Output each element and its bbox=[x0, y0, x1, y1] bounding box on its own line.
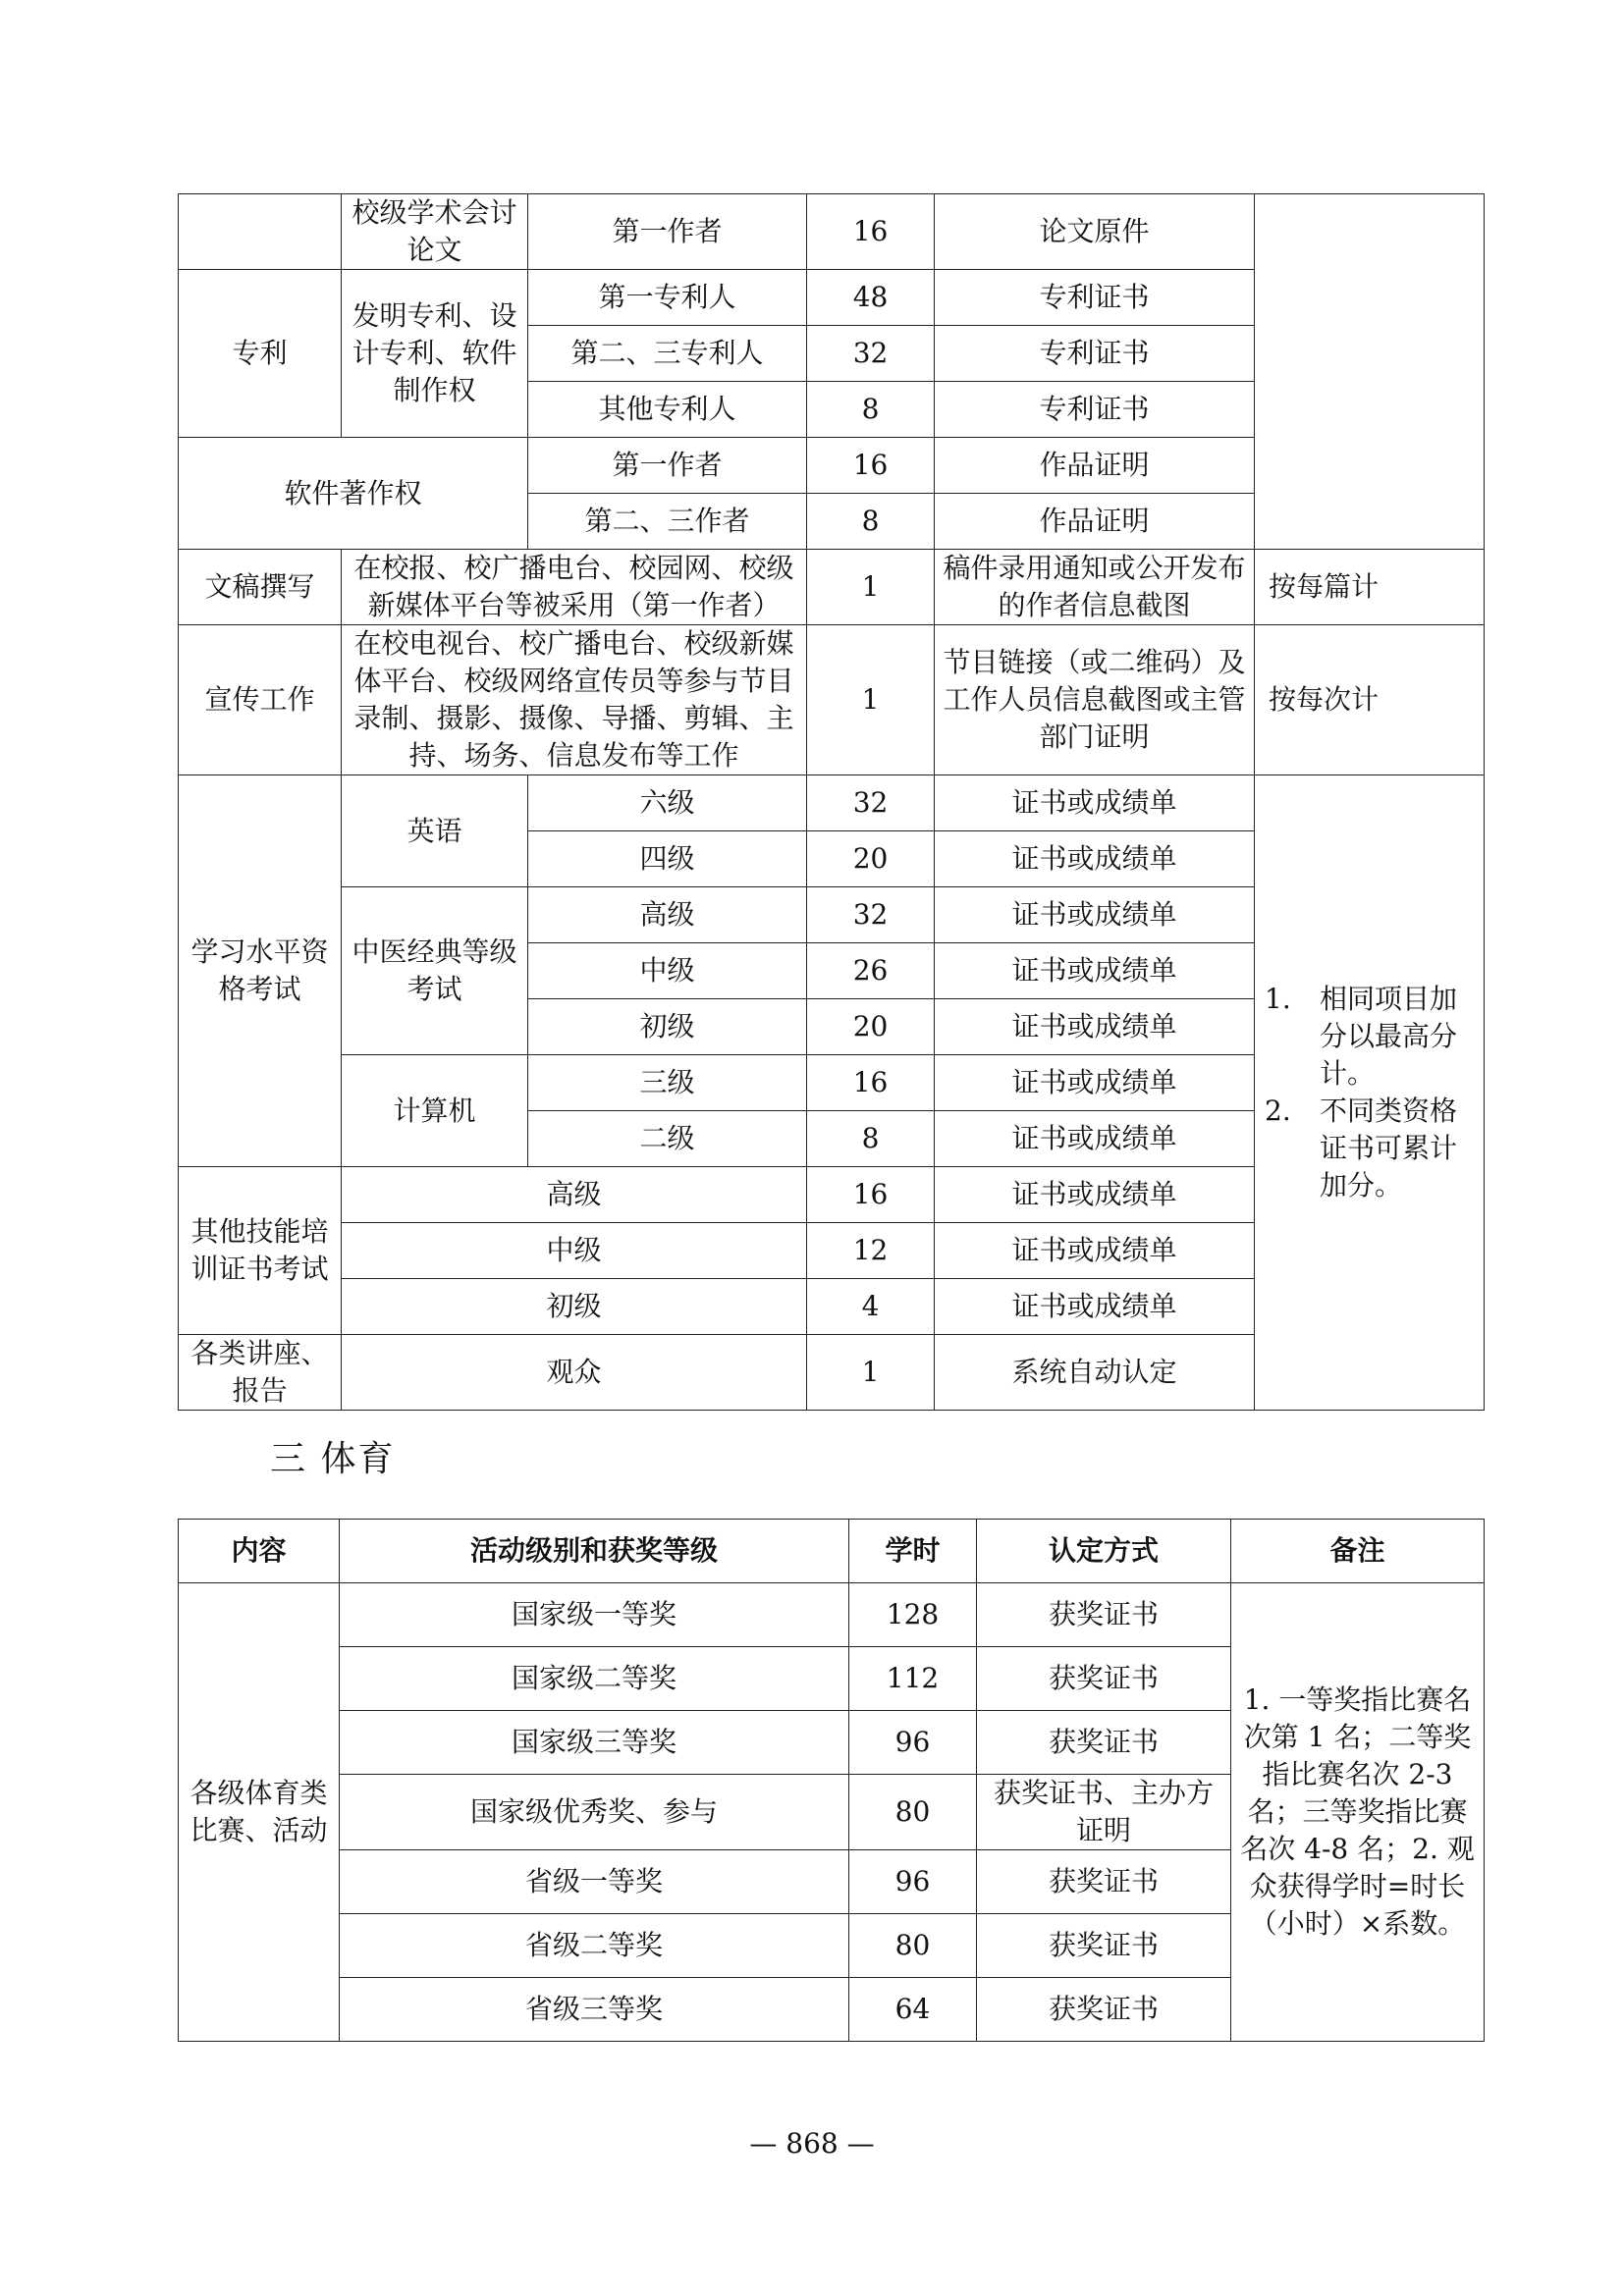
sports-credit-table bbox=[178, 1519, 1485, 2042]
cell-level: 中级 bbox=[342, 1223, 807, 1279]
cell-level: 二级 bbox=[528, 1111, 807, 1167]
cell-content: 在校电视台、校广播电台、校级新媒体平台、校级网络宣传员等参与节目录制、摄影、摄像、导播、剪辑、主持、场务、信息发布等工作 bbox=[342, 625, 807, 775]
cell-hours: 8 bbox=[807, 494, 935, 550]
cell-category: 文稿撰写 bbox=[179, 550, 342, 625]
cell-method: 作品证明 bbox=[935, 438, 1255, 494]
cell-method: 证书或成绩单 bbox=[935, 999, 1255, 1055]
cell-level: 国家级三等奖 bbox=[340, 1711, 849, 1775]
page-number: — 868 — bbox=[749, 2127, 875, 2160]
cell-method: 稿件录用通知或公开发布的作者信息截图 bbox=[935, 550, 1255, 625]
cell-method: 证书或成绩单 bbox=[935, 943, 1255, 999]
cell-level: 初级 bbox=[528, 999, 807, 1055]
section-title: 三 体育 bbox=[270, 1439, 396, 1479]
table-row bbox=[179, 194, 1485, 270]
cell-note: 1. 一等奖指比赛名次第 1 名；二等奖指比赛名次 2-3 名；三等奖指比赛名次 4-8 名；2. 观众获得学时=时长（小时）×系数。 bbox=[1231, 1583, 1485, 2042]
cell-hours: 26 bbox=[807, 943, 935, 999]
table-header-row bbox=[179, 1520, 1485, 1583]
cell-hours: 1 bbox=[807, 550, 935, 625]
cell-hours: 8 bbox=[807, 382, 935, 438]
note-item: 1. 相同项目加分以最高分计。 bbox=[1265, 983, 1458, 1090]
cell-method: 证书或成绩单 bbox=[935, 1279, 1255, 1335]
cell-hours: 80 bbox=[849, 1775, 977, 1850]
cell-subcategory: 英语 bbox=[342, 775, 528, 887]
cell-method: 获奖证书 bbox=[977, 1978, 1231, 2042]
cell-role: 第二、三专利人 bbox=[528, 326, 807, 382]
table-row bbox=[179, 625, 1485, 775]
table-row bbox=[179, 775, 1485, 831]
cell-note-empty bbox=[1255, 194, 1485, 550]
cell-role: 第二、三作者 bbox=[528, 494, 807, 550]
header-hours: 学时 bbox=[849, 1520, 977, 1583]
cell-category: 专利 bbox=[179, 270, 342, 438]
cell-hours: 16 bbox=[807, 194, 935, 270]
cell-content: 校级学术会讨论文 bbox=[342, 194, 528, 270]
note-item: 2. 不同类资格证书可累计加分。 bbox=[1265, 1095, 1458, 1201]
cell-hours: 20 bbox=[807, 831, 935, 887]
cell-role: 第一专利人 bbox=[528, 270, 807, 326]
cell-level: 省级二等奖 bbox=[340, 1914, 849, 1978]
cell-level: 高级 bbox=[528, 887, 807, 943]
cell-hours: 1 bbox=[807, 625, 935, 775]
cell-hours: 16 bbox=[807, 438, 935, 494]
cell-method: 专利证书 bbox=[935, 270, 1255, 326]
cell-level: 中级 bbox=[528, 943, 807, 999]
cell-role: 第一作者 bbox=[528, 438, 807, 494]
cell-level: 三级 bbox=[528, 1055, 807, 1111]
cell-hours: 16 bbox=[807, 1055, 935, 1111]
cell-method: 证书或成绩单 bbox=[935, 1055, 1255, 1111]
cell-role: 第一作者 bbox=[528, 194, 807, 270]
cell-method: 证书或成绩单 bbox=[935, 831, 1255, 887]
cell-method: 获奖证书 bbox=[977, 1850, 1231, 1914]
cell-level: 省级一等奖 bbox=[340, 1850, 849, 1914]
cell-method: 作品证明 bbox=[935, 494, 1255, 550]
table-row bbox=[179, 1583, 1485, 1647]
cell-method: 论文原件 bbox=[935, 194, 1255, 270]
header-method: 认定方式 bbox=[977, 1520, 1231, 1583]
academic-credit-table bbox=[178, 193, 1485, 1411]
cell-note: 按每次计 bbox=[1255, 625, 1485, 775]
cell-method: 获奖证书 bbox=[977, 1711, 1231, 1775]
header-level: 活动级别和获奖等级 bbox=[340, 1520, 849, 1583]
cell-hours: 32 bbox=[807, 326, 935, 382]
cell-hours: 112 bbox=[849, 1647, 977, 1711]
cell-method: 节目链接（或二维码）及工作人员信息截图或主管部门证明 bbox=[935, 625, 1255, 775]
cell-category: 其他技能培训证书考试 bbox=[179, 1167, 342, 1335]
cell-method: 获奖证书 bbox=[977, 1583, 1231, 1647]
header-content: 内容 bbox=[179, 1520, 340, 1583]
table-row bbox=[179, 550, 1485, 625]
cell-level: 初级 bbox=[342, 1279, 807, 1335]
cell-hours: 20 bbox=[807, 999, 935, 1055]
cell-method: 证书或成绩单 bbox=[935, 1223, 1255, 1279]
cell-level: 六级 bbox=[528, 775, 807, 831]
cell-method: 证书或成绩单 bbox=[935, 887, 1255, 943]
cell-note-list bbox=[1255, 775, 1485, 1411]
cell-hours: 96 bbox=[849, 1711, 977, 1775]
cell-subcategory: 计算机 bbox=[342, 1055, 528, 1167]
cell-method: 获奖证书 bbox=[977, 1647, 1231, 1711]
cell-hours: 1 bbox=[807, 1335, 935, 1411]
cell-category: 学习水平资格考试 bbox=[179, 775, 342, 1167]
cell-role: 观众 bbox=[342, 1335, 807, 1411]
cell-hours: 32 bbox=[807, 775, 935, 831]
cell-method: 专利证书 bbox=[935, 382, 1255, 438]
cell-hours: 80 bbox=[849, 1914, 977, 1978]
cell-method: 专利证书 bbox=[935, 326, 1255, 382]
cell-level: 国家级二等奖 bbox=[340, 1647, 849, 1711]
cell-method: 证书或成绩单 bbox=[935, 1167, 1255, 1223]
cell-hours: 48 bbox=[807, 270, 935, 326]
cell-method: 获奖证书 bbox=[977, 1914, 1231, 1978]
cell-note: 按每篇计 bbox=[1255, 550, 1485, 625]
cell-method: 证书或成绩单 bbox=[935, 1111, 1255, 1167]
cell-hours: 12 bbox=[807, 1223, 935, 1279]
cell-subcategory: 中医经典等级考试 bbox=[342, 887, 528, 1055]
cell-hours: 32 bbox=[807, 887, 935, 943]
cell-level: 省级三等奖 bbox=[340, 1978, 849, 2042]
cell-hours: 16 bbox=[807, 1167, 935, 1223]
cell-method: 证书或成绩单 bbox=[935, 775, 1255, 831]
cell-category: 宣传工作 bbox=[179, 625, 342, 775]
cell-category: 各类讲座、报告 bbox=[179, 1335, 342, 1411]
cell-role: 其他专利人 bbox=[528, 382, 807, 438]
cell-category: 软件著作权 bbox=[179, 438, 528, 550]
cell-level: 国家级一等奖 bbox=[340, 1583, 849, 1647]
cell-hours: 64 bbox=[849, 1978, 977, 2042]
cell-hours: 4 bbox=[807, 1279, 935, 1335]
cell-level: 四级 bbox=[528, 831, 807, 887]
cell-content: 在校报、校广播电台、校园网、校级新媒体平台等被采用（第一作者） bbox=[342, 550, 807, 625]
cell-hours: 128 bbox=[849, 1583, 977, 1647]
cell-method: 系统自动认定 bbox=[935, 1335, 1255, 1411]
cell-hours: 8 bbox=[807, 1111, 935, 1167]
cell-hours: 96 bbox=[849, 1850, 977, 1914]
cell-content: 发明专利、设计专利、软件制作权 bbox=[342, 270, 528, 438]
header-note: 备注 bbox=[1231, 1520, 1485, 1583]
cell-category: 各级体育类比赛、活动 bbox=[179, 1583, 340, 2042]
cell-level: 高级 bbox=[342, 1167, 807, 1223]
cell-method: 获奖证书、主办方证明 bbox=[977, 1775, 1231, 1850]
cell-level: 国家级优秀奖、参与 bbox=[340, 1775, 849, 1850]
